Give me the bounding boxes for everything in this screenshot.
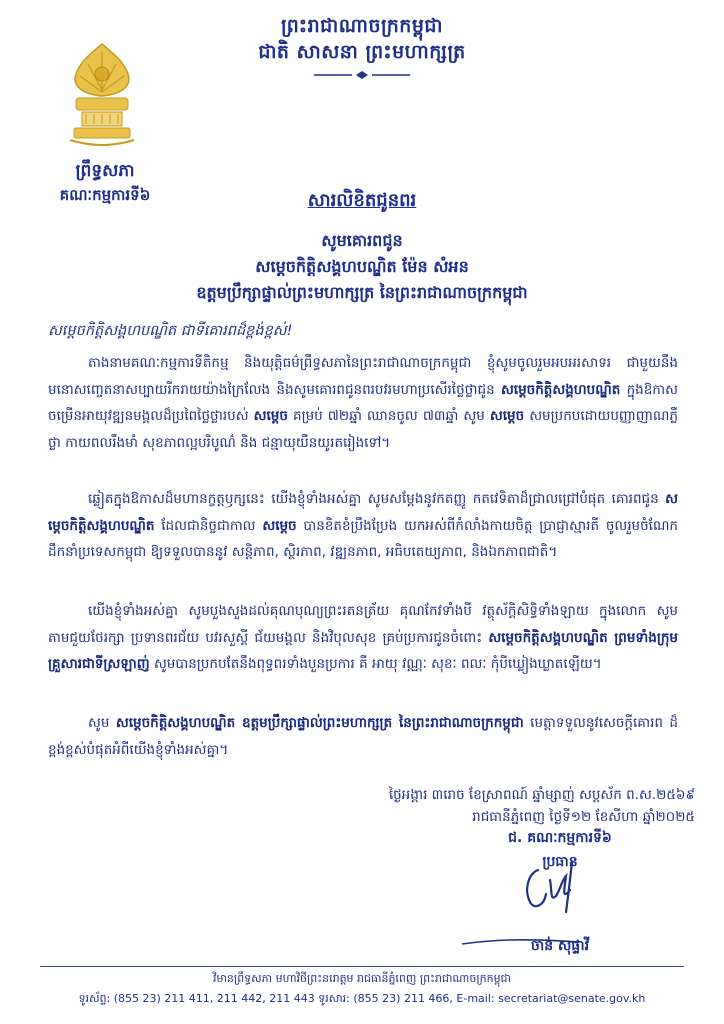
p4-bold-b: សម្តេចកិត្តិសង្គហបណ្ឌិត ឧត្តមប្រឹក្សាផ្ទាល់ព្រះមហាក្សត្រ នៃព្រះរាជាណាចក្រកម្ពុជា [115,715,524,731]
recipient-name: សម្តេចកិត្តិសង្គហបណ្ឌិត ម៉ែន សំអន [255,257,469,276]
p1-bold-d: សម្តេច [253,408,288,424]
footer-contact: ទូរស័ព្ទ: (855 23) 211 411, 211 442, 211 443 ទូរសារ: (855 23) 211 466, E-mail: secretariat@senate.gov.kh [78,992,646,1005]
p1-bold-f: សម្តេច [489,408,525,424]
p1-text-c: ក្នុងឱកាសចម្រើនអាយុវឌ្ឍនមង្គលដ៏ប្រពៃថ្លៃថ្លារបស់ [48,381,678,424]
salutation: សម្តេចកិត្តិសង្គហបណ្ឌិត ជាទីគោរពដ៏ខ្ពង់ខ្ពស់! [48,323,293,339]
kingdom-heading: ព្រះរាជាណាចក្រកម្ពុជា [281,15,443,37]
p2-bold-d: សម្តេច [262,517,297,534]
sender-commission: គណៈកម្មការទី៦ [59,186,151,204]
signer-role: ប្រធាន [542,854,578,870]
footer-address: វិមានព្រឹទ្ធសភា មហាវិថីព្រះនរោត្តម រាជធានីភ្នំពេញ ព្រះរាជាណាចក្រកម្ពុជា [212,972,512,985]
p1-text-e: គម្រប់ ៧២ឆ្នាំ ឈានចូល ៧៣ឆ្នាំ សូម [287,408,490,424]
p2-text-c: ដែលជានិច្ចជាកាល [154,517,263,534]
date-solar: រាជធានីភ្នំពេញ ថ្ងៃទី១២ ខែសីហា ឆ្នាំ២០២៥ [472,809,695,825]
signer-name: ចាន់ សុផ្ទាវី [530,938,590,954]
p4-text-a: សូម [88,715,116,731]
p4-text-c: មេត្តាទទួលនូវសេចក្តីគោរព ដ៏ខ្ពង់ខ្ពស់បំផុតអំពីយើងខ្ញុំទាំងអស់គ្នា។ [48,715,679,758]
p3-text-c: សូមបានប្រកបតែនឹងពុទ្ធពរទាំងបួនប្រការ គឺ អាយុ វណ្ណៈ សុខៈ ពលៈ កុំបីឃ្លៀងឃ្លាតឡើយ។ [149,656,602,672]
p3-bold-b: សម្តេចកិត្តិសង្គហបណ្ឌិត ព្រមទាំងក្រុមគ្រួសារជាទីស្រឡាញ់ [48,629,678,672]
recipient-title: ឧត្តមប្រឹក្សាផ្ទាល់ព្រះមហាក្សត្រ នៃព្រះរាជាណាចក្រកម្ពុជា [196,283,528,302]
p1-bold-b: សម្តេចកិត្តិសង្គហបណ្ឌិត [500,381,621,398]
p1-text-a: តាងនាមគណៈកម្មការទីតិកម្ម និងយុត្តិធម៌ព្រឹទ្ធសភានៃព្រះរាជាណាចក្រកម្ពុជា ខ្ញុំសូមចូលរួមអបអរសាទរ ជាមួយនឹងមនោសញ្ចេតនាសប្បាយរីករាយយ៉ាងក្រៃលែង និងសូមគោរពជូនពរបវរមហាប្រសើរថ្លៃថ្លាជូន [48,355,678,398]
signature-icon [500,850,600,920]
p2-text-e: បានខិតខំប្រឹងប្រែង យកអស់ពីកំលាំងកាយចិត្ត ប្រាជ្ញាស្មារតី ចូលរួមចំណែកដឹកនាំប្រទេសកម្ពុជា ឱ្យទទួលបាននូវ សន្តិភាព, ស្ថិរភាព, វឌ្ឍនភាព, អធិបតេយ្យភាព, និងឯកភាពជាតិ។ [48,517,678,560]
on-behalf: ជ. គណៈកម្មការទី៦ [508,830,612,846]
senate-emblem-icon [62,40,142,152]
p2-bold-b: សម្តេចកិត្តិសង្គហបណ្ឌិត [48,491,678,534]
paragraph-1 [48,350,678,456]
document-title: សារលិខិតជូនពរ [307,190,417,211]
paragraph-3 [48,598,678,678]
p2-text-a: ឆ្លៀតក្នុងឱកាសដ៏មហានក្ខត្តឫក្សនេះ យើងខ្ញុំទាំងអស់គ្នា សូមសម្តែងនូវកតញ្ញូ កតវេទិតាដ៏ជ្រាលជ្រៅបំផុត គោរពជូន [88,491,666,507]
footer-divider [40,966,684,967]
date-lunar: ថ្ងៃអង្គារ ៣រោច ខែស្រាពណ៍ ឆ្នាំម្សាញ់ សប្តស័ក ព.ស.២៥៦៩ [388,787,695,803]
paragraph-4 [48,710,678,763]
divider-ornament-icon [312,70,412,80]
paragraph-2 [48,486,678,566]
recipient-greeting: សូមគោរពជូន [321,231,403,250]
sender-institution: ព្រឹទ្ធសភា [75,161,135,181]
p1-text-g: សមប្រកបដោយបញ្ញាញាណភ្លឺថ្លា កាយពលរឹងមាំ សុខភាពល្អបរិបូណ៌ និង ជន្មាយុយឺនយូរតរៀងទៅ។ [48,408,678,451]
p3-text-a: យើងខ្ញុំទាំងអស់គ្នា សូមបួងសួងដល់គុណបុណ្យព្រះរតនត្រ័យ គុណកែវទាំងបី វត្ថុស័ក្តិសិទ្ធិទាំងឡាយ ក្នុងលោក សូមតាមជួយថែរក្សា ប្រទានពរជ័យ បវរសួស្តី ជ័យមង្គល និងវិបុលសុខ គ្រប់ប្រការជូនចំពោះ [48,603,678,646]
motto-heading: ជាតិ សាសនា ព្រះមហាក្សត្រ [258,41,466,63]
